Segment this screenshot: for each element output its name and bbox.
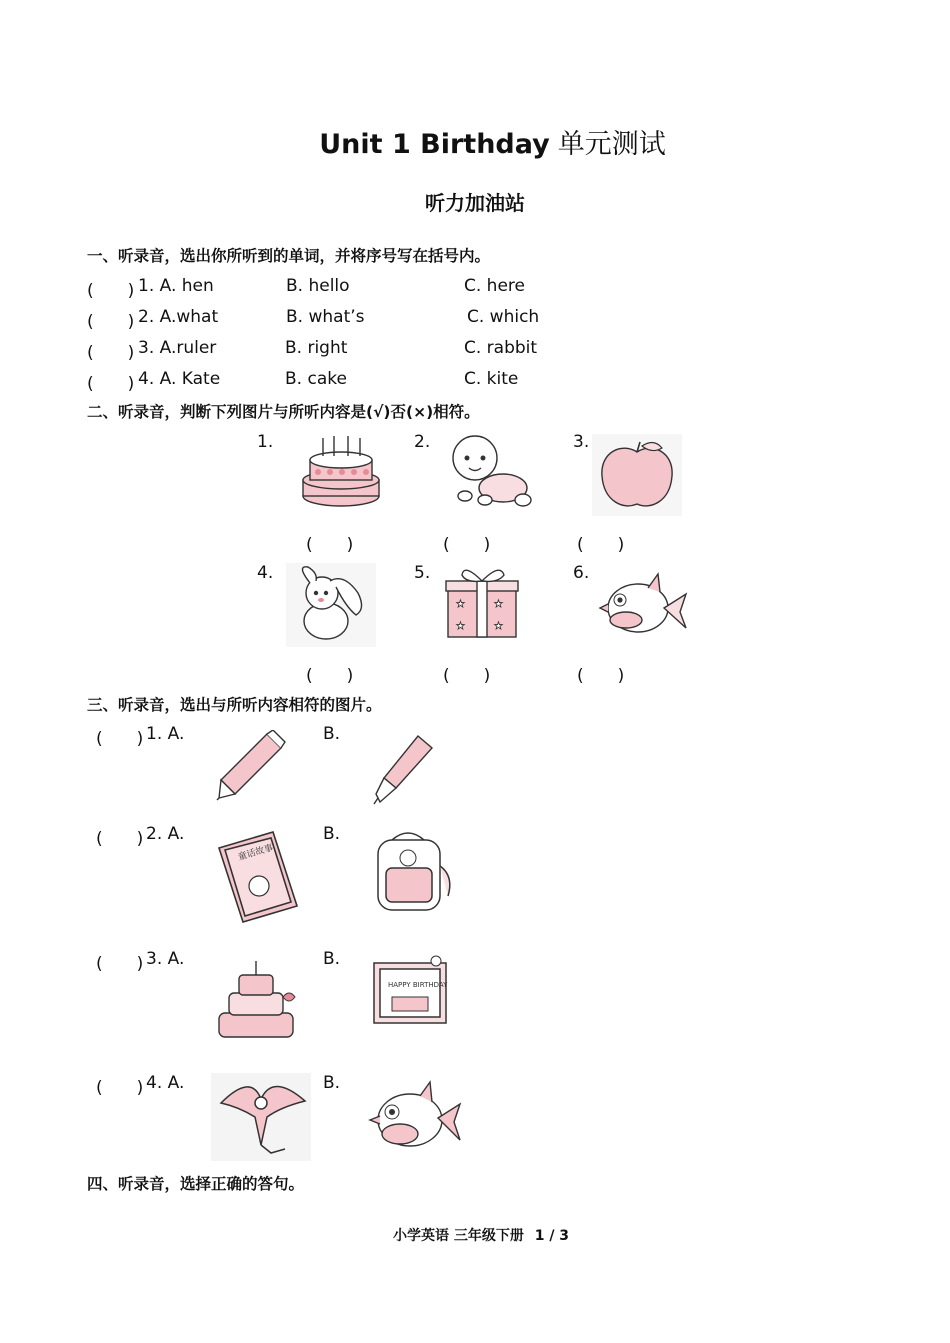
answer-blank[interactable]: ( ) (306, 666, 354, 686)
section3-heading: 三、听录音，选出与所听内容相符的图片。 (87, 696, 382, 714)
item-number: 1. (257, 432, 274, 452)
page-title (0, 122, 950, 161)
answer-blank[interactable]: ( ) (577, 535, 625, 555)
option-b: B. hello (286, 276, 350, 296)
card-text: HAPPY BIRTHDAY (388, 981, 448, 989)
birthday-cake-icon (298, 430, 384, 514)
answer-blank[interactable]: ( ) (96, 1078, 144, 1098)
section1-heading: 一、听录音，选出你所听到的单词，并将序号写在括号内。 (87, 247, 491, 265)
item-number: 4. (257, 563, 274, 583)
option-b-label: B. (323, 1073, 341, 1093)
option-c: C. here (464, 276, 525, 296)
answer-blank[interactable]: ( ) (577, 666, 625, 686)
item-number: 2. (414, 432, 431, 452)
item-number: 3. (573, 432, 590, 452)
answer-blank[interactable]: ( ) (87, 312, 135, 332)
kite-icon (211, 1073, 311, 1161)
option-a: 2. A.what (138, 307, 219, 327)
item-number: 5. (414, 563, 431, 583)
option-a-label: 3. A. (146, 949, 185, 969)
footer-text: 小学英语 三年级下册 (392, 1228, 524, 1244)
option-c: C. kite (464, 369, 519, 389)
option-b: B. right (285, 338, 348, 358)
section2-heading: 二、听录音，判断下列图片与所听内容是(√)否(×)相符。 (87, 403, 480, 421)
storybook-icon (215, 830, 305, 926)
pencil-icon (215, 730, 287, 802)
birthday-card-icon (370, 953, 450, 1025)
svg-text:★: ★ (494, 599, 503, 610)
option-a-label: 4. A. (146, 1073, 185, 1093)
option-b: B. cake (285, 369, 347, 389)
bird-icon (598, 572, 690, 642)
answer-blank[interactable]: ( ) (96, 729, 144, 749)
option-a: 4. A. Kate (138, 369, 221, 389)
option-b-label: B. (323, 724, 341, 744)
answer-blank[interactable]: ( ) (96, 829, 144, 849)
gift-box-icon (442, 563, 522, 641)
answer-blank[interactable]: ( ) (87, 374, 135, 394)
item-number: 6. (573, 563, 590, 583)
svg-text:★: ★ (456, 599, 465, 610)
option-a: 3. A.ruler (138, 338, 217, 358)
storybook-title: 童话故事 (237, 843, 275, 863)
option-a: 1. A. hen (138, 276, 214, 296)
option-b: B. what’s (286, 307, 365, 327)
section-subtitle: 听力加油站 (425, 191, 525, 215)
svg-text:★: ★ (456, 621, 465, 632)
option-b-label: B. (323, 949, 341, 969)
option-a-label: 1. A. (146, 724, 185, 744)
answer-blank[interactable]: ( ) (443, 535, 491, 555)
title-english: Unit 1 Birthday (319, 129, 550, 160)
baby-icon (445, 430, 535, 512)
pen-icon (370, 732, 436, 806)
section4-heading: 四、听录音，选择正确的答句。 (87, 1175, 305, 1193)
birthday-cake-icon (215, 957, 297, 1045)
title-chinese: 单元测试 (557, 129, 666, 160)
answer-blank[interactable]: ( ) (443, 666, 491, 686)
page-number: 1 / 3 (534, 1228, 570, 1244)
option-a-label: 2. A. (146, 824, 185, 844)
page-footer (0, 1225, 950, 1245)
answer-blank[interactable]: ( ) (96, 954, 144, 974)
option-c: C. rabbit (464, 338, 538, 358)
schoolbag-icon (368, 826, 454, 914)
option-b-label: B. (323, 824, 341, 844)
answer-blank[interactable]: ( ) (87, 343, 135, 363)
bird-icon (368, 1080, 464, 1154)
svg-text:★: ★ (494, 621, 503, 632)
option-c: C. which (467, 307, 540, 327)
answer-blank[interactable]: ( ) (306, 535, 354, 555)
apple-icon (592, 434, 682, 516)
answer-blank[interactable]: ( ) (87, 281, 135, 301)
rabbit-icon (286, 563, 376, 647)
